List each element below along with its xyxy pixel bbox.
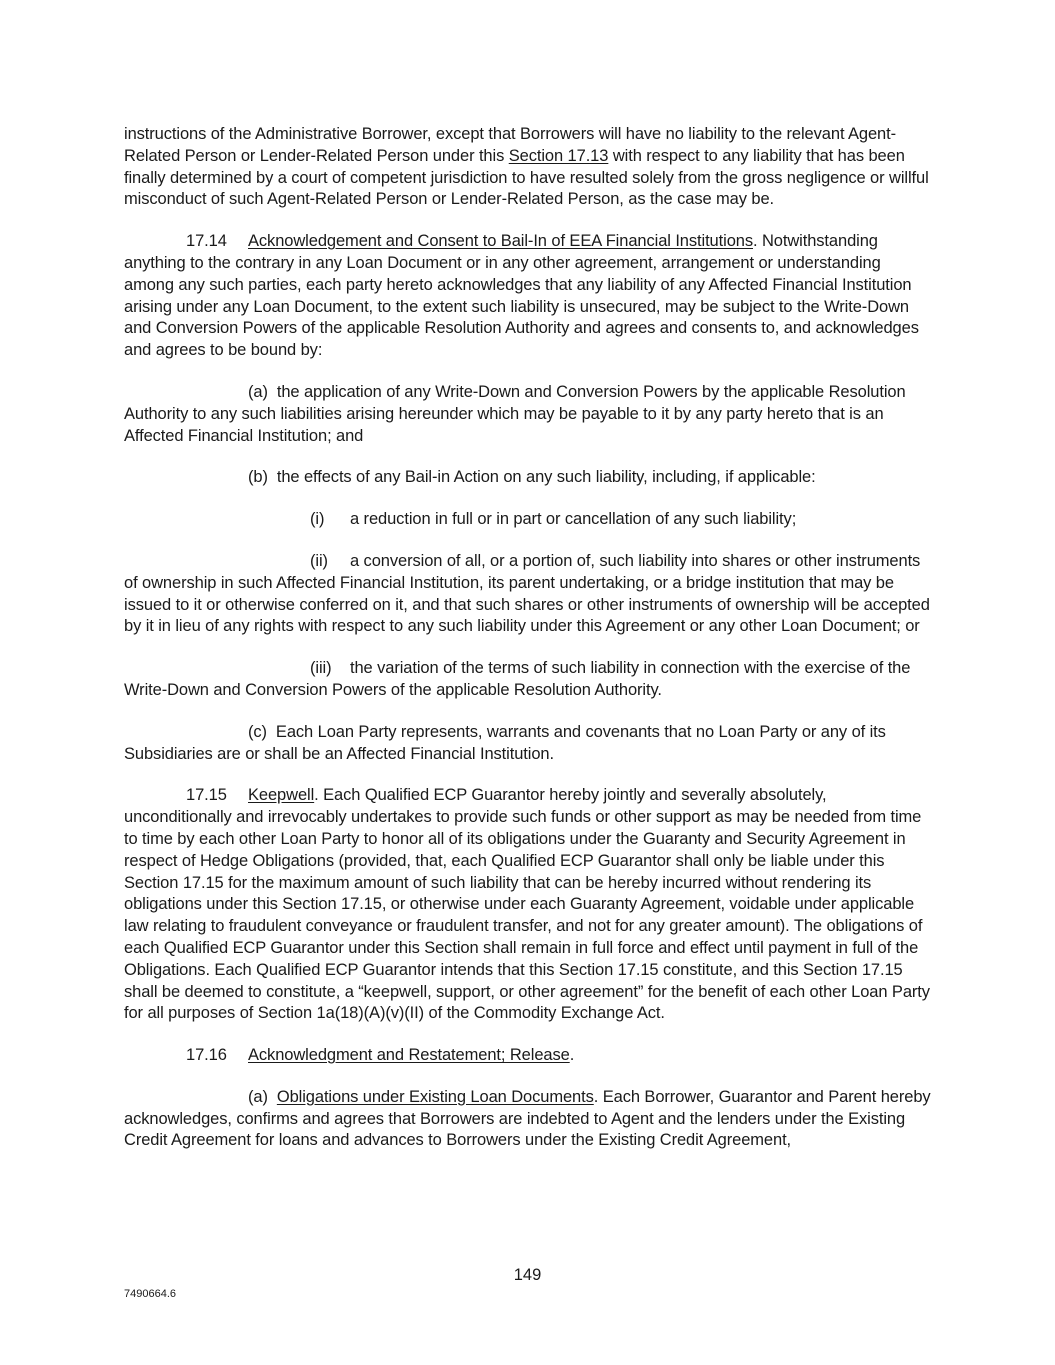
subclause-i: (i) a reduction in full or in part or cancellation of any such liability; xyxy=(124,509,934,531)
clause-label: (ii) xyxy=(310,551,328,570)
document-id: 7490664.6 xyxy=(124,1288,176,1300)
clause-label: (a) xyxy=(248,382,268,401)
section-17-15: 17.15 Keepwell. Each Qualified ECP Guarantor hereby jointly and severally absolutely, unconditionally and irrevocably undertakes to provide such funds or other support as may be needed from time to time by each other Loan Party to honor all of its obligations under the Guaranty and Security Agreement in respect of Hedge Obligations (provided, that, each Qualified ECP Guarantor shall only be liable under this Section 17.15 for the maximum amount of such liability that can be hereby incurred without rendering its obligations under this Section 17.15, or otherwise under each Guaranty Agreement, voidable under applicable law relating to fraudulent conveyance or fraudulent transfer, and not for any greater amount). The obligations of each Qualified ECP Guarantor under this Section shall remain in full force and effect until payment in full of the Obligations. Each Qualified ECP Guarantor intends that this Section 17.15 constitute, and this Section 17.15 shall be deemed to constitute, a “keepwell, support, or other agreement” for the benefit of each other Loan Party for all purposes of Section 1a(18)(A)(v)(II) of the Commodity Exchange Act. xyxy=(124,786,930,1023)
section-number: 17.16 xyxy=(186,1046,227,1065)
clause-a-existing-loan-documents: (a) Obligations under Existing Loan Documents. Each Borrower, Guarantor and Parent hereby acknowledges, confirms and agrees that Borrowers are indebted to Agent and the lenders under the Existing Credit Agreement for loans and advances to Borrowers under the Existing Credit Agreement, xyxy=(124,1087,931,1150)
clause-a: (a) the application of any Write-Down and Conversion Powers by the applicable Resolution Authority to any such liabilities arising hereunder which may be payable to it by any party hereto that is an Affected Financial Institution; and xyxy=(124,382,906,445)
clause-label: (a) xyxy=(248,1087,268,1106)
section-number: 17.14 xyxy=(186,232,227,251)
section-heading: Acknowledgment and Restatement; Release xyxy=(248,1046,570,1065)
subclause-ii: (ii) a conversion of all, or a portion of, such liability into shares or other instruments of ownership in such Affected Financial Institution, its parent undertaking, or a bridge institution that may be issued to it or otherwise conferred on it, and that such shares or other instruments of ownership will be accepted by it in lieu of any rights with respect to any such liability under this Agreement or any other Loan Document; or xyxy=(124,551,930,636)
section-reference-link: Section 17.13 xyxy=(508,146,609,165)
section-17-14: 17.14 Acknowledgement and Consent to Bail-In of EEA Financial Institutions. Notwithstanding anything to the contrary in any Loan Document or in any other agreement, arrangement or understanding among any such parties, each party hereto acknowledges that any liability of any Affected Financial Institution arising under any Loan Document, to the extent such liability is unsecured, may be subject to the Write-Down and Conversion Powers of the applicable Resolution Authority and agrees and consents to, and acknowledges and agrees to be bound by: xyxy=(124,232,919,360)
clause-heading: Obligations under Existing Loan Documents xyxy=(276,1087,594,1106)
document-page xyxy=(124,124,934,1172)
paragraph-continuation: instructions of the Administrative Borrower, except that Borrowers will have no liability to the relevant Agent-Related Person or Lender-Related Person under this Section 17.13 with respect to any liability that has been finally determined by a court of competent jurisdiction to have resulted solely from the gross negligence or willful misconduct of such Agent-Related Person or Lender-Related Person, as the case may be. xyxy=(124,125,929,209)
subclause-iii: (iii) the variation of the terms of such liability in connection with the exercise of the Write-Down and Conversion Powers of the applicable Resolution Authority. xyxy=(124,659,911,699)
clause-b: (b) the effects of any Bail-in Action on any such liability, including, if applicable: xyxy=(248,468,816,487)
clause-c: (c) Each Loan Party represents, warrants and covenants that no Loan Party or any of its Subsidiaries are or shall be an Affected Financial Institution. xyxy=(124,722,886,763)
section-17-16: 17.16 Acknowledgment and Restatement; Release. xyxy=(124,1045,934,1067)
section-heading: Acknowledgement and Consent to Bail-In of EEA Financial Institutions xyxy=(248,232,753,251)
clause-label: (i) xyxy=(310,510,325,529)
clause-label: (b) xyxy=(248,468,268,487)
page-number: 149 xyxy=(513,1266,542,1284)
clause-label: (c) xyxy=(248,722,267,741)
section-number: 17.15 xyxy=(186,786,227,805)
clause-label: (iii) xyxy=(310,659,332,678)
section-heading: Keepwell xyxy=(248,786,315,805)
